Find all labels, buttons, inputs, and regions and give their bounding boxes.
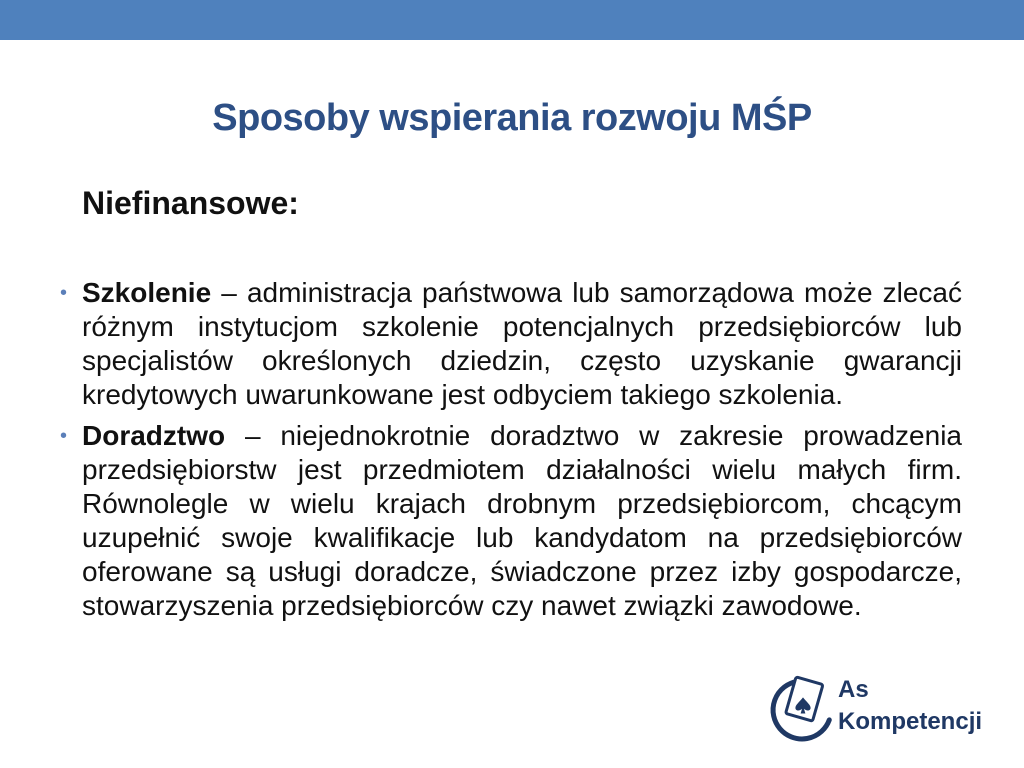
bullet-item-doradztwo [60, 419, 962, 623]
logo-text-as: As [838, 676, 869, 703]
bullet-term: Szkolenie [82, 277, 212, 308]
bullet-marker: • [60, 425, 68, 447]
spade-card-icon [768, 670, 838, 746]
bullet-text: – administracja państwowa lub samorządowa może zlecać różnym instytucjom szkolenie potencjalnych przedsiębiorców lub specjalistów określonych dziedzin, często uzyskanie gwarancji kredytowych uwarunkowane jest odbyciem takiego szkolenia. [82, 277, 962, 410]
as-kompetencji-logo [768, 670, 994, 748]
bullet-text: – niejednokrotnie doradztwo w zakresie prowadzenia przedsiębiorstw jest przedmiotem działalności wielu małych firm. Równolegle w wielu krajach drobnym przedsiębiorcom, chcącym uzupełnić swoje kwalifikacje lub kandydatom na przedsiębiorców oferowane są usługi doradcze, świadczone przez izby gospodarcze, stowarzyszenia przedsiębiorców czy nawet związki zawodowe. [82, 420, 962, 621]
bullet-term: Doradztwo [82, 420, 226, 451]
slide-title: Sposoby wspierania rozwoju MŚP [212, 97, 812, 139]
bullet-item-szkolenie [60, 276, 962, 412]
header-bar [0, 0, 1024, 40]
section-subtitle: Niefinansowe: [82, 185, 299, 221]
bullet-list [60, 276, 962, 630]
logo-text-kompetencji: Kompetencji [838, 708, 983, 735]
bullet-marker: • [60, 282, 68, 304]
